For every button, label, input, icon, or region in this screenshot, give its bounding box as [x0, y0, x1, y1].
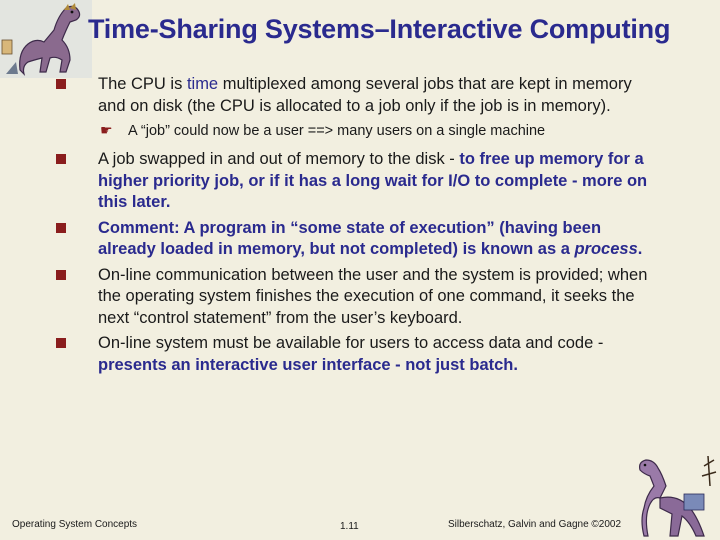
dinosaur-logo-bottom-right: [618, 446, 720, 540]
footer-copyright: Silberschatz, Galvin and Gagne ©2002: [448, 519, 622, 530]
emphasis-text: Comment: A program in “some state of execution” (having been already loaded in memory, but not completed) is known as a: [98, 218, 602, 258]
square-bullet-icon: [56, 270, 66, 280]
slide-title: Time-Sharing Systems–Interactive Computing: [88, 14, 671, 44]
slide-body: [54, 74, 654, 376]
highlight-word: time: [186, 75, 219, 93]
bullet-item: [54, 218, 654, 261]
emphasis-text: to free up memory for a higher priority job, or if it has a long wait for I/O to complete - more on this later.: [98, 150, 648, 211]
bullet-item: [54, 149, 654, 214]
square-bullet-icon: [56, 79, 66, 89]
bullet-item: [54, 265, 654, 330]
footer-book-title: Operating System Concepts: [12, 519, 138, 530]
bullet-text: multiplexed among several jobs that are kept in memory and on disk (the CPU is allocated to a job only if the job is in memory).: [98, 75, 632, 115]
bullet-item: [54, 333, 654, 376]
emphasis-text: presents an interactive user interface - not just batch.: [98, 355, 518, 374]
bullet-text: A job swapped in and out of memory to the disk -: [98, 150, 460, 168]
sub-bullet-text: A “job” could now be a user ==> many users on a single machine: [128, 123, 546, 139]
square-bullet-icon: [56, 223, 66, 233]
sub-bullet-item: [54, 122, 654, 141]
bullet-text: .: [637, 240, 643, 258]
pointing-hand-icon: ☛: [100, 122, 113, 138]
bullet-text: On-line communication between the user and the system is provided; when the operating system finishes the execution of one command, it seeks the next “control statement” from the user’s keyboard.: [98, 265, 648, 327]
footer-page-number: 1.11: [340, 521, 359, 532]
square-bullet-icon: [56, 154, 66, 164]
bullet-text: The CPU is: [98, 75, 187, 93]
dinosaur-logo-top-left: [0, 0, 92, 78]
bullet-item: [54, 74, 654, 117]
bullet-text: On-line system must be available for users to access data and code -: [98, 334, 604, 352]
square-bullet-icon: [56, 338, 66, 348]
emphasis-term: process: [574, 240, 638, 258]
